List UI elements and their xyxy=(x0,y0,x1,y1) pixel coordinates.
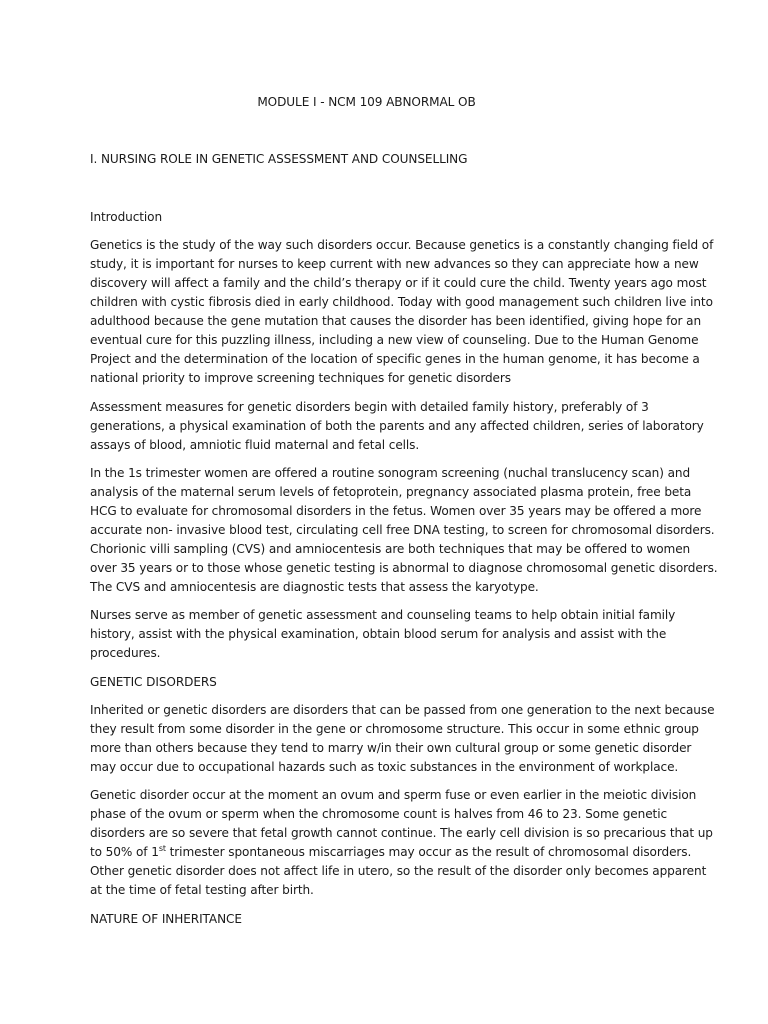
paragraph-line: procedures. xyxy=(90,646,161,660)
paragraph-line: Chorionic villi sampling (CVS) and amniocentesis are both techniques that may be offered to women xyxy=(90,542,691,556)
paragraph-line: national priority to improve screening techniques for genetic disorders xyxy=(90,371,511,385)
paragraph-line: accurate non- invasive blood test, circulating cell free DNA testing, to screen for chromosomal disorders. xyxy=(90,523,715,537)
paragraph-line: The CVS and amniocentesis are diagnostic tests that assess the karyotype. xyxy=(90,580,539,594)
paragraph-line: Genetics is the study of the way such disorders occur. Because genetics is a constantly changing field of xyxy=(90,238,714,252)
paragraph-line: In the 1s trimester women are offered a routine sonogram screening (nuchal translucency scan) and xyxy=(90,466,691,480)
genetic-disorders-heading: GENETIC DISORDERS xyxy=(90,675,217,689)
paragraph-trimester-screening xyxy=(90,464,718,597)
line-text-after-superscript: trimester spontaneous miscarriages may occur as the result of chromosomal disorders. xyxy=(165,845,692,859)
paragraph-line: children with cystic fibrosis died in early childhood. Today with good management such children live into xyxy=(90,295,713,309)
paragraph-inherited-disorders xyxy=(90,701,715,777)
paragraph-line: discovery will affect a family and the child’s therapy or if it could cure the child. Twenty years ago most xyxy=(90,276,707,290)
paragraph-line: eventual cure for this puzzling illness, including a new view of counseling. Due to the Human Genome xyxy=(90,333,699,347)
paragraph-disorder-onset xyxy=(90,786,713,900)
paragraph-line: analysis of the maternal serum levels of fetoprotein, pregnancy associated plasma protein, free beta xyxy=(90,485,692,499)
paragraph-line: over 35 years or to those whose genetic testing is abnormal to diagnose chromosomal genetic disorders. xyxy=(90,561,718,575)
paragraph-line: phase of the ovum or sperm when the chromosome count is halves from 46 to 23. Some genetic xyxy=(90,807,668,821)
paragraph-assessment-measures xyxy=(90,398,704,455)
paragraph-line: may occur due to occupational hazards such as toxic substances in the environment of workplace. xyxy=(90,760,679,774)
paragraph-nurses-role xyxy=(90,606,690,663)
paragraph-line: Nurses serve as member of genetic assessment and counseling teams to help obtain initial family xyxy=(90,608,676,622)
paragraph-line: Other genetic disorder does not affect life in utero, so the result of the disorder only becomes apparent xyxy=(90,864,707,878)
paragraph-line xyxy=(90,843,690,862)
introduction-heading: Introduction xyxy=(90,210,163,224)
paragraph-line: history, assist with the physical examination, obtain blood serum for analysis and assist with the xyxy=(90,627,667,641)
paragraph-line: disorders are so severe that fetal growth cannot continue. The early cell division is so precarious that up xyxy=(90,826,713,840)
paragraph-line: HCG to evaluate for chromosomal disorders in the fetus. Women over 35 years may be offered a more xyxy=(90,504,702,518)
line-text-before-superscript: to 50% of 1 xyxy=(90,845,159,859)
paragraph-line: they result from some disorder in the gene or chromosome structure. This occur in some ethnic group xyxy=(90,722,699,736)
paragraph-line: generations, a physical examination of both the parents and any affected children, series of laboratory xyxy=(90,419,704,433)
paragraph-line: Assessment measures for genetic disorders begin with detailed family history, preferably of 3 xyxy=(90,400,649,414)
nature-of-inheritance-heading: NATURE OF INHERITANCE xyxy=(90,912,242,926)
paragraph-line: Genetic disorder occur at the moment an ovum and sperm fuse or even earlier in the meiotic division xyxy=(90,788,697,802)
paragraph-line: adulthood because the gene mutation that causes the disorder has been identified, giving hope for an xyxy=(90,314,702,328)
section-heading: I. NURSING ROLE IN GENETIC ASSESSMENT AND COUNSELLING xyxy=(90,152,468,166)
paragraph-line: more than others because they tend to marry w/in their own cultural group or some genetic disorder xyxy=(90,741,692,755)
ordinal-superscript: st xyxy=(158,844,166,853)
paragraph-line: assays of blood, amniotic fluid maternal and fetal cells. xyxy=(90,438,420,452)
document-title: MODULE I - NCM 109 ABNORMAL OB xyxy=(257,95,476,109)
paragraph-line: study, it is important for nurses to keep current with new advances so they can appreciate how a new xyxy=(90,257,699,271)
paragraph-line: Project and the determination of the location of specific genes in the human genome, it has become a xyxy=(90,352,700,366)
paragraph-line: Inherited or genetic disorders are disorders that can be passed from one generation to the next because xyxy=(90,703,715,717)
paragraph-genetics-intro xyxy=(90,236,714,388)
paragraph-line: at the time of fetal testing after birth. xyxy=(90,883,314,897)
